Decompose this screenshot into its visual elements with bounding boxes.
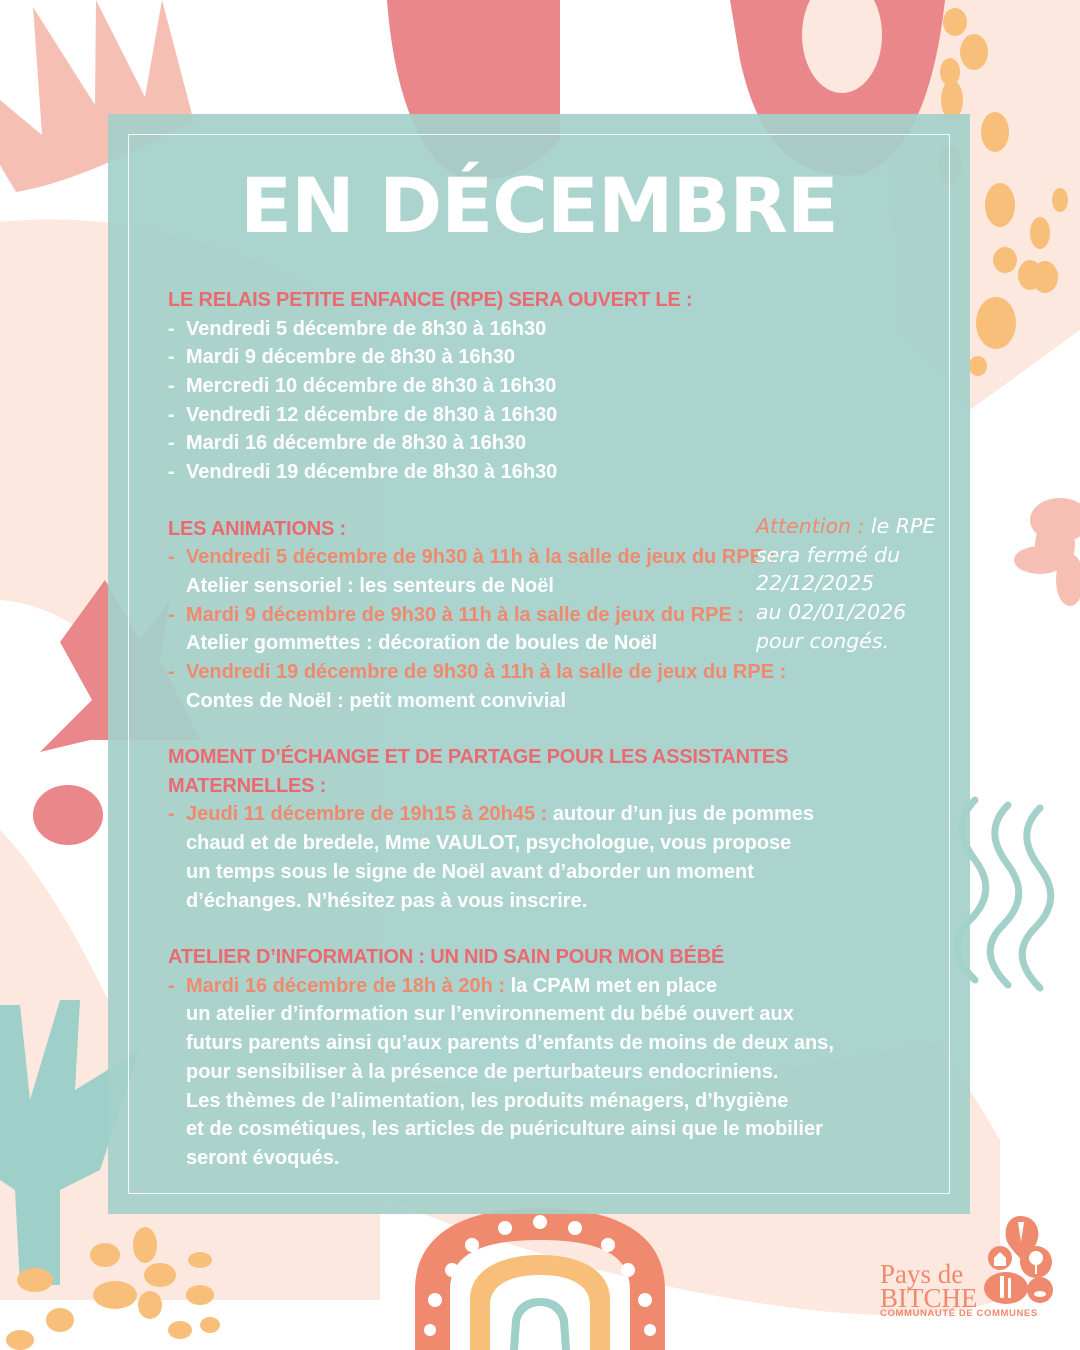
animation-description: Contes de Noël : petit moment convivial (186, 689, 567, 712)
echange-heading-line2: MATERNELLES : (168, 774, 327, 797)
atelier-section (168, 943, 928, 1172)
teal-waves-icon (957, 800, 1050, 988)
echange-text-line: d’échanges. N’hésitez pas à vous inscrire. (186, 889, 588, 912)
atelier-text-line: pour sensibiliser à la présence de perturbateurs endocriniens. (186, 1060, 779, 1083)
flower-shape-icon (1014, 498, 1080, 606)
panel-content (168, 286, 936, 1173)
logo-subtitle: COMMUNAUTÉ DE COMMUNES (880, 1308, 1038, 1319)
animation-date: - Vendredi 19 décembre de 9h30 à 11h à la salle de jeux du RPE : (168, 661, 787, 684)
page-title: EN DÉCEMBRE (240, 161, 838, 250)
animation-date: - Mardi 9 décembre de 9h30 à 11h à la salle de jeux du RPE : (168, 603, 745, 626)
info-panel (108, 114, 970, 1214)
logo-wordmark: Pays de BITCHE (880, 1259, 978, 1313)
echange-date: Jeudi 11 décembre de 19h15 à 20h45 : (186, 803, 548, 826)
animation-date: - Vendredi 5 décembre de 9h30 à 11h à la salle de jeux du RPE : (168, 546, 776, 569)
echange-text-line: un temps sous le signe de Noël avant d’aborder un moment (186, 860, 754, 883)
echange-text-line: chaud et de bredele, Mme VAULOT, psychologue, vous propose (186, 832, 792, 855)
atelier-text-line: un atelier d’information sur l’environnement du bébé ouvert aux (186, 1003, 794, 1026)
rainbow-icon (415, 1208, 665, 1350)
echange-heading: MOMENT D’ÉCHANGE ET DE PARTAGE POUR LES ASSISTANTES (168, 746, 789, 769)
atelier-first-line: - Mardi 16 décembre de 18h à 20h : la CPAM met en place (168, 974, 717, 997)
echange-section (168, 743, 928, 915)
atelier-text-line: et de cosmétiques, les articles de puériculture ainsi que le mobilier (186, 1118, 823, 1141)
echange-first-line: - Jeudi 11 décembre de 19h15 à 20h45 : autour d’un jus de pommes (168, 803, 815, 826)
animations-heading: LES ANIMATIONS : (168, 517, 346, 540)
pays-de-bitche-emblem-icon (978, 1214, 1058, 1304)
rpe-opening-item: - Vendredi 12 décembre de 8h30 à 16h30 (168, 403, 558, 426)
attention-label: Attention : (756, 514, 865, 538)
closure-notice: Attention : le RPE sera fermé du 22/12/2025 au 02/01/2026 pour congés. (756, 514, 936, 653)
atelier-heading: ATELIER D’INFORMATION : UN NID SAIN POUR MON BÉBÉ (168, 946, 725, 969)
atelier-text-line: seront évoqués. (186, 1146, 340, 1169)
atelier-date: Mardi 16 décembre de 18h à 20h : (186, 974, 506, 997)
animation-description: Atelier sensoriel : les senteurs de Noël (186, 574, 554, 597)
rpe-section (168, 286, 928, 487)
rpe-opening-item: - Mardi 16 décembre de 8h30 à 16h30 (168, 432, 527, 455)
atelier-text-line: Les thèmes de l’alimentation, les produits ménagers, d’hygiène (186, 1089, 789, 1112)
coral-dot-icon (33, 785, 103, 845)
rpe-opening-item: - Vendredi 5 décembre de 8h30 à 16h30 (168, 317, 547, 340)
pays-de-bitche-logo (878, 1222, 1068, 1342)
atelier-text-line: futurs parents ainsi qu’aux parents d’enfants de moins de deux ans, (186, 1032, 834, 1055)
animation-description: Atelier gommettes : décoration de boules de Noël (186, 632, 658, 655)
rpe-heading: LE RELAIS PETITE ENFANCE (RPE) SERA OUVERT LE : (168, 289, 693, 311)
rpe-opening-item: - Mardi 9 décembre de 8h30 à 16h30 (168, 346, 516, 369)
rpe-opening-item: - Mercredi 10 décembre de 8h30 à 16h30 (168, 374, 557, 397)
rpe-opening-item: - Vendredi 19 décembre de 8h30 à 16h30 (168, 461, 558, 484)
